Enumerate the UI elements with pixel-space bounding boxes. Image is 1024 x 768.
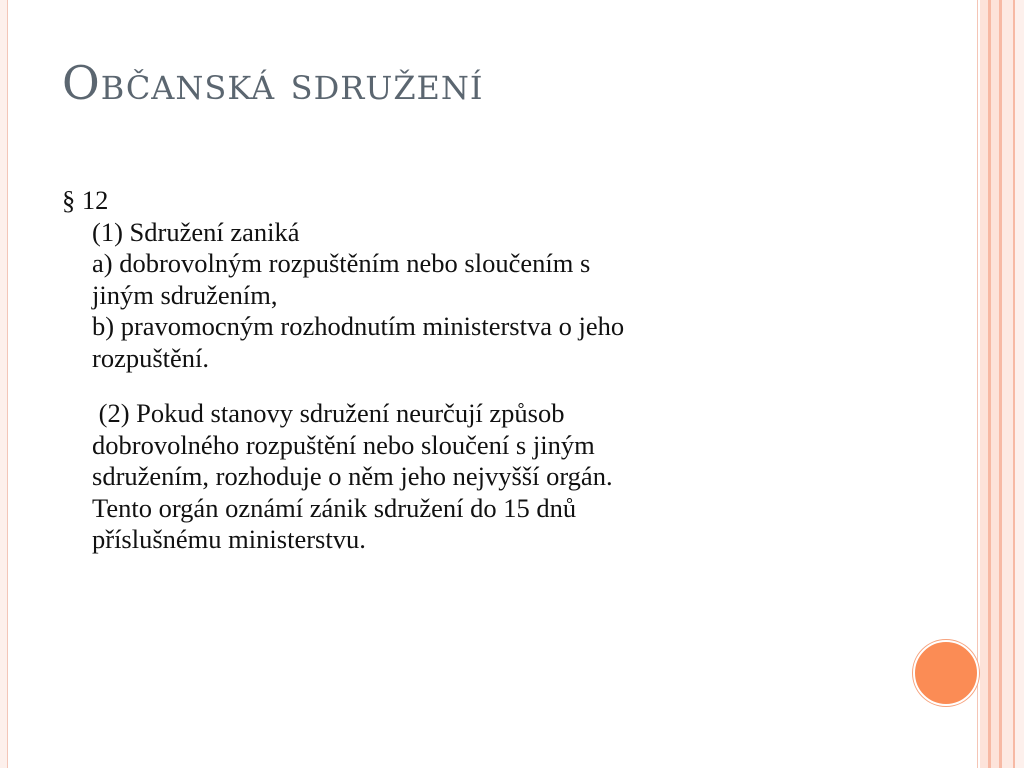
paragraph-line: Tento orgán oznámí zánik sdružení do 15 dnů — [92, 492, 577, 523]
paragraph-line: b) pravomocným rozhodnutím ministerstva o jeho — [92, 311, 625, 341]
paragraph-line: rozpuštění. — [92, 342, 210, 373]
decorative-stripe — [1002, 0, 1013, 768]
paragraph-spacer — [62, 374, 902, 398]
paragraph-line: (1) Sdružení zaniká — [92, 216, 300, 247]
paragraph-line: (2) Pokud stanovy sdružení neurčují způsob — [92, 398, 565, 428]
paragraph-line: příslušnému ministerstvu. — [92, 524, 366, 554]
paragraph-line: dobrovolného rozpuštění nebo sloučení s jiným — [92, 429, 595, 460]
decorative-stripe — [980, 0, 988, 768]
paragraph-1 — [62, 217, 902, 375]
paragraph-line: jiným sdružením, — [92, 279, 278, 310]
decorative-orange-circle — [913, 640, 979, 706]
slide-title: Občanská sdružení — [62, 56, 484, 110]
paragraph-line: sdružením, rozhoduje o něm jeho nejvyšší orgán. — [92, 461, 613, 491]
decorative-stripe — [977, 0, 978, 768]
section-label: § 12 — [62, 185, 109, 215]
paragraph-2 — [62, 398, 902, 556]
section-heading — [62, 185, 902, 217]
paragraph-line: a) dobrovolným rozpuštěním nebo sloučením s — [92, 248, 591, 278]
decorative-stripe — [991, 0, 999, 768]
decorative-stripe — [1015, 0, 1024, 768]
left-border — [0, 0, 8, 768]
slide-body — [62, 185, 902, 556]
